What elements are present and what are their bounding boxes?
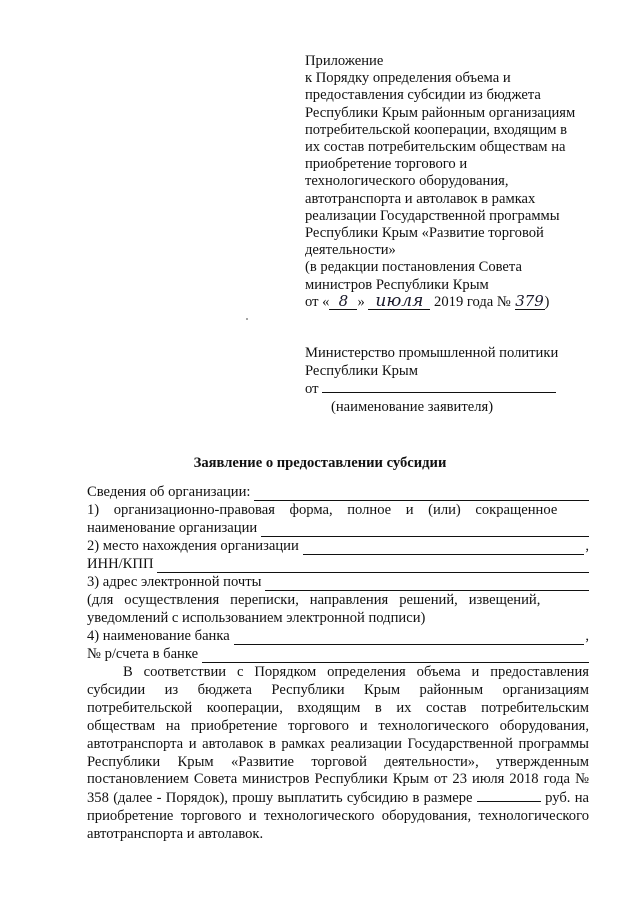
recipient-block — [305, 345, 605, 416]
applicant-line — [305, 380, 605, 399]
item3-note: (для осуществления переписки, направления решений, извещений, — [87, 592, 541, 608]
inn-row — [87, 555, 589, 573]
request-paragraph — [87, 664, 589, 844]
application-form — [87, 483, 589, 844]
annex-line: автотранспорта и автолавок в рамках — [305, 190, 536, 207]
item2-label: 2) место нахождения организации — [87, 538, 299, 554]
handwritten-number: 379 — [515, 291, 544, 310]
item3-row — [87, 573, 589, 591]
email-field[interactable] — [265, 577, 589, 591]
item3-note-row-2 — [87, 609, 589, 627]
handwritten-month: июля — [368, 294, 430, 310]
bank-name-field[interactable] — [234, 631, 585, 645]
request-text: В соответствии с Порядком определения объема и предоставления субсидии из бюджета Республики Крым районным организациям потребительской кооперации, входящим в их состав потребительским обществам на приобретение торгового и технологического оборудования, автотранспорта и автолавок в рамках реализации Государственной программы Республики Крым «Развитие торговой деятельности», утвержденным постановлением Совета министров Республики Крым от 23 июля 2018 года № 358 (далее - Порядок), прошу выплатить субсидию в размере — [87, 664, 589, 807]
annex-line: их состав потребительским обществам на — [305, 139, 566, 156]
date-day-close: » — [357, 293, 365, 310]
item4-row — [87, 627, 589, 645]
account-row — [87, 645, 589, 663]
subsidy-amount-field[interactable] — [477, 789, 541, 802]
item2-comma: , — [585, 538, 589, 554]
org-name-field[interactable] — [261, 523, 589, 537]
item3-note-2: уведомлений с использованием электронной подписи) — [87, 610, 426, 626]
annex-line: предоставления субсидии из бюджета — [305, 87, 541, 104]
item1-row-2 — [87, 519, 589, 537]
annex-date-line: от « 8 » июля 2019 года № 379) — [305, 290, 550, 311]
item1-row — [87, 501, 589, 519]
date-prefix: от « — [305, 293, 330, 310]
annex-line: (в редакции постановления Совета — [305, 259, 522, 276]
org-info-label: Сведения об организации: — [87, 484, 251, 500]
org-location-field[interactable] — [303, 541, 585, 555]
date-year: 2019 года № — [434, 293, 511, 310]
item1-label: 1) организационно-правовая форма, полное и (или) сокращенное — [87, 502, 558, 518]
item1-label-2: наименование организации — [87, 520, 258, 536]
annex-line: приобретение торгового и — [305, 156, 468, 173]
annex-line: технологического оборудования, — [305, 173, 509, 190]
annex-line: деятельности» — [305, 242, 396, 259]
page-title: Заявление о предоставлении субсидии — [193, 455, 447, 471]
applicant-caption: (наименование заявителя) — [331, 398, 494, 415]
recipient-line: Республики Крым — [305, 362, 418, 379]
item4-comma: , — [585, 628, 589, 644]
annex-block — [305, 53, 605, 311]
annex-line: Приложение — [305, 53, 384, 69]
org-info-field[interactable] — [254, 487, 589, 501]
account-field[interactable] — [202, 649, 589, 663]
applicant-name-field[interactable] — [322, 380, 556, 393]
request-text-end: руб. на приобретение торгового и технологического оборудования, технологического автотранспорта и автолавок. — [87, 790, 590, 843]
from-label: от — [305, 381, 319, 397]
handwritten-day: 8 — [329, 294, 357, 310]
annex-line: Республики Крым «Развитие торговой — [305, 225, 544, 242]
annex-line: потребительской кооперации, входящим в — [305, 121, 568, 138]
inn-field[interactable] — [157, 559, 589, 573]
annex-line: к Порядку определения объема и — [305, 70, 511, 87]
annex-line: реализации Государственной программы — [305, 207, 560, 224]
item4-label: 4) наименование банка — [87, 628, 230, 644]
org-info-row — [87, 483, 589, 501]
inn-label: ИНН/КПП — [87, 556, 154, 572]
recipient-line: Министерство промышленной политики — [305, 345, 559, 361]
annex-line: Республики Крым районным организациям — [305, 104, 576, 121]
annex-line: министров Республики Крым — [305, 276, 489, 293]
scan-speck — [246, 318, 248, 320]
item3-note-row — [87, 591, 589, 609]
item2-row — [87, 537, 589, 555]
account-label: № р/счета в банке — [87, 646, 199, 662]
item3-label: 3) адрес электронной почты — [87, 574, 262, 590]
